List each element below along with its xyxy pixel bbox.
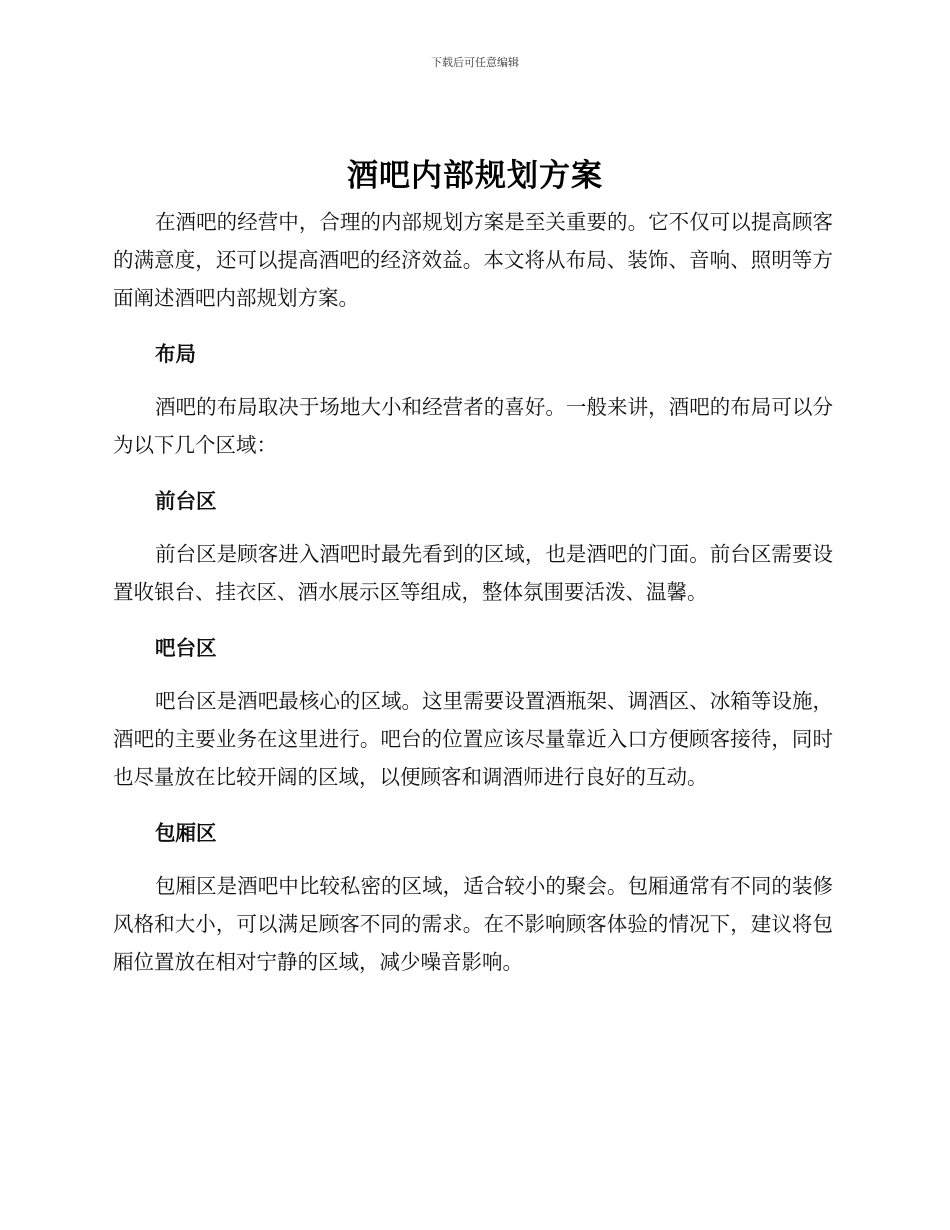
document-body: [113, 203, 833, 981]
section-body-private-rooms: 包厢区是酒吧中比较私密的区域，适合较小的聚会。包厢通常有不同的装修风格和大小，可以满足顾客不同的需求。在不影响顾客体验的情况下，建议将包厢位置放在相对宁静的区域，减少噪音影响。: [113, 874, 833, 974]
section-body-bar: 吧台区是酒吧最核心的区域。这里需要设置酒瓶架、调酒区、冰箱等设施，酒吧的主要业务在这里进行。吧台的位置应该尽量靠近入口方便顾客接待，同时也尽量放在比较开阔的区域，以便顾客和调酒师进行良好的互动。: [113, 689, 833, 789]
section-heading-front-desk: 前台区: [155, 489, 217, 513]
section-body-front-desk: 前台区是顾客进入酒吧时最先看到的区域，也是酒吧的门面。前台区需要设置收银台、挂衣区、酒水展示区等组成，整体氛围要活泼、温馨。: [113, 542, 833, 604]
section-heading-layout: 布局: [155, 342, 196, 366]
intro-paragraph: 在酒吧的经营中，合理的内部规划方案是至关重要的。它不仅可以提高顾客的满意度，还可以提高酒吧的经济效益。本文将从布局、装饰、音响、照明等方面阐述酒吧内部规划方案。: [113, 210, 833, 310]
document-title: 酒吧内部规划方案: [347, 158, 603, 194]
section-heading-bar: 吧台区: [155, 636, 217, 660]
section-body-layout: 酒吧的布局取决于场地大小和经营者的喜好。一般来讲，酒吧的布局可以分为以下几个区域：: [113, 395, 833, 457]
section-heading-private-rooms: 包厢区: [155, 821, 217, 845]
header-note: 下载后可任意编辑: [431, 56, 519, 69]
